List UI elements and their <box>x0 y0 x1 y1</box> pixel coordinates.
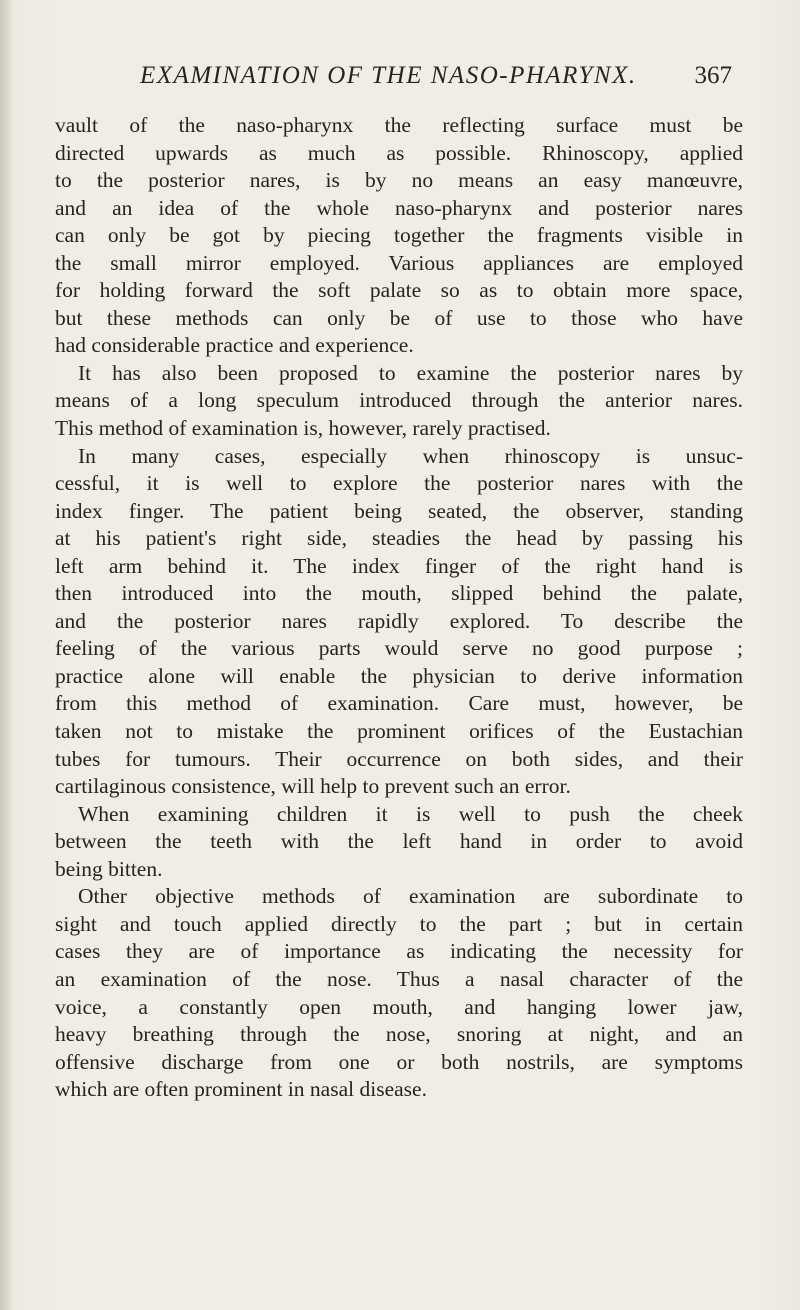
text-line: Other objective methods of examination are subordinate to <box>78 884 743 909</box>
text-line: the small mirror employed. Various appliances are employed <box>55 250 743 275</box>
text-line: for holding forward the soft palate so as to obtain more space, <box>55 278 743 303</box>
text-line: cessful, it is well to explore the posterior nares with the <box>55 471 743 496</box>
text-line: heavy breathing through the nose, snoring at night, and an <box>55 1022 743 1047</box>
text-line: In many cases, especially when rhinoscopy is unsuc- <box>78 443 743 468</box>
text-line: at his patient's right side, steadies the head by passing his <box>55 526 743 551</box>
text-line: had considerable practice and experience. <box>55 333 414 358</box>
text-line: tubes for tumours. Their occurrence on both sides, and their <box>55 746 743 771</box>
text-line: offensive discharge from one or both nostrils, are symptoms <box>55 1049 743 1074</box>
text-line: to the posterior nares, is by no means an easy manœuvre, <box>55 168 743 193</box>
text-line: from this method of examination. Care must, however, be <box>55 691 743 716</box>
text-line: taken not to mistake the prominent orifices of the Eustachian <box>55 719 743 744</box>
binding-shadow <box>0 0 14 1310</box>
text-line: which are often prominent in nasal disease. <box>55 1077 427 1102</box>
text-line: It has also been proposed to examine the posterior nares by <box>78 360 743 385</box>
text-line: cases they are of importance as indicating the necessity for <box>55 939 743 964</box>
page-number: 367 <box>694 62 732 89</box>
text-line: means of a long speculum introduced through the anterior nares. <box>55 388 743 413</box>
text-line: then introduced into the mouth, slipped behind the palate, <box>55 581 743 606</box>
text-line: feeling of the various parts would serve no good purpose ; <box>55 636 743 661</box>
running-title: EXAMINATION OF THE NASO-PHARYNX. <box>140 62 637 89</box>
text-line: can only be got by piecing together the fragments visible in <box>55 223 743 248</box>
text-line: an examination of the nose. Thus a nasal character of the <box>55 966 743 991</box>
text-line: left arm behind it. The index finger of the right hand is <box>55 553 743 578</box>
text-line: This method of examination is, however, rarely practised. <box>55 416 551 441</box>
text-line: vault of the naso-pharynx the reflecting surface must be <box>55 113 743 137</box>
text-line: being bitten. <box>55 856 163 881</box>
page-header <box>140 62 740 102</box>
text-line: directed upwards as much as possible. Rhinoscopy, applied <box>55 140 743 165</box>
text-line: index finger. The patient being seated, the observer, standing <box>55 498 743 523</box>
text-line: cartilaginous consistence, will help to prevent such an error. <box>55 774 571 799</box>
text-line: voice, a constantly open mouth, and hanging lower jaw, <box>55 994 743 1019</box>
text-line: and the posterior nares rapidly explored. To describe the <box>55 608 743 633</box>
text-line: and an idea of the whole naso-pharynx and posterior nares <box>55 195 743 220</box>
text-line: sight and touch applied directly to the part ; but in certain <box>55 911 743 936</box>
text-line: but these methods can only be of use to those who have <box>55 305 743 330</box>
body-text <box>55 112 743 1104</box>
text-line: practice alone will enable the physician to derive information <box>55 663 743 688</box>
text-line: between the teeth with the left hand in order to avoid <box>55 829 743 854</box>
text-line: When examining children it is well to push the cheek <box>78 801 743 826</box>
